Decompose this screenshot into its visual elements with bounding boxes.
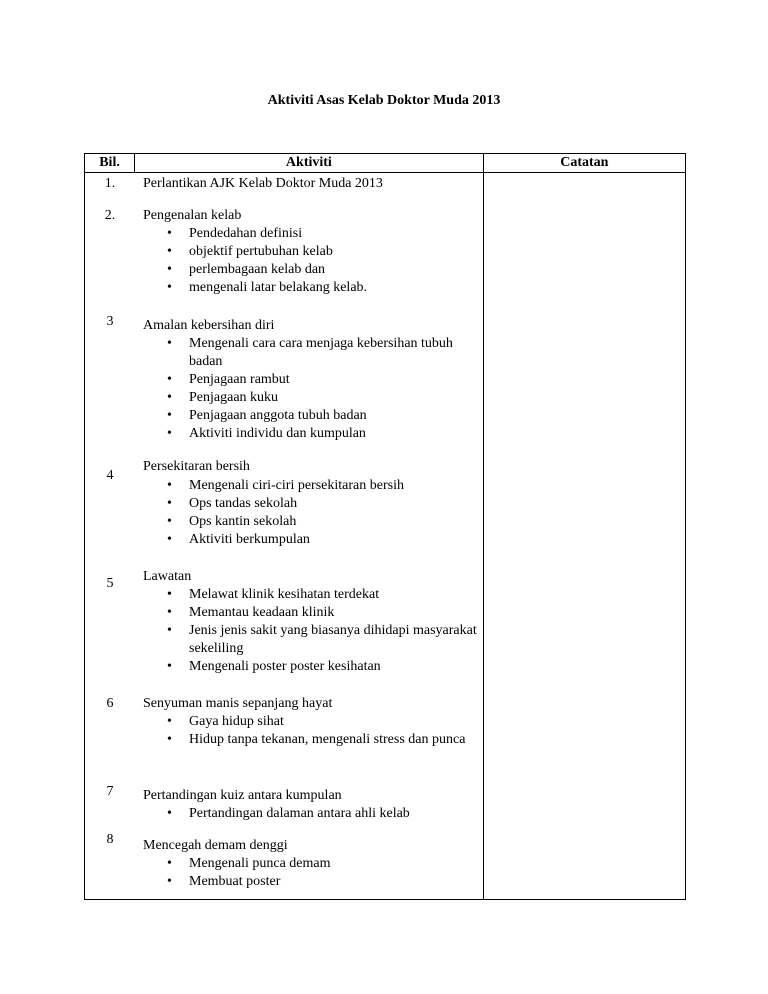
bullet-text: Aktiviti individu dan kumpulan [189,426,366,441]
bullet-item [161,531,481,549]
bullet-item [161,279,481,297]
bullet-item [161,658,481,676]
item-heading: Amalan kebersihan diri [143,318,275,333]
bullet-text: Membuat poster [189,874,281,889]
header-catatan: Catatan [483,154,685,173]
bullet-item [161,513,481,531]
table-header-row [85,154,686,173]
page-title: Aktiviti Asas Kelab Doktor Muda 2013 [267,93,501,108]
bullet-text: objektif pertubuhan kelab [189,244,333,259]
bullet-icon: • [167,372,172,387]
bullet-item [161,604,481,622]
bullet-icon: • [167,532,172,547]
bullet-item [161,805,481,823]
bullet-text: Penjagaan anggota tubuh badan [189,408,367,423]
item-number: 2. [104,208,116,223]
bullet-item [161,873,481,891]
item-heading: Persekitaran bersih [143,459,250,474]
header-bil: Bil. [85,154,135,173]
activity-cell [85,173,484,900]
item-number: 7 [106,784,114,799]
bullet-text: mengenali latar belakang kelab. [189,280,368,295]
bullet-icon: • [167,280,172,295]
table-body-row [85,173,686,900]
item-bullet-list [161,477,481,549]
bullet-text: Ops tandas sekolah [189,496,298,511]
bullet-item [161,225,481,243]
bullet-item [161,371,481,389]
bullet-icon: • [167,714,172,729]
bullet-icon: • [167,336,172,351]
item-number: 8 [106,832,114,847]
bullet-text: Penjagaan rambut [189,372,290,387]
bullet-text: Gaya hidup sihat [189,714,284,729]
bullet-text: Penjagaan kuku [189,390,279,405]
bullet-item [161,425,481,443]
bullet-item [161,477,481,495]
bullet-icon: • [167,496,172,511]
bullet-text: Memantau keadaan klinik [189,605,335,620]
bullet-icon: • [167,262,172,277]
bullet-text: Pertandingan dalaman antara ahli kelab [189,806,410,821]
bullet-item [161,713,481,731]
bullet-item [161,622,481,658]
header-aktiviti: Aktiviti [135,154,484,173]
bullet-icon: • [167,478,172,493]
item-number: 5 [106,576,114,591]
bullet-item [161,586,481,604]
bullet-text: Mengenali ciri-ciri persekitaran bersih [189,478,404,493]
item-number: 3 [106,314,114,329]
bullet-icon: • [167,587,172,602]
bullet-icon: • [167,874,172,889]
bullet-text: Jenis jenis sakit yang biasanya dihidapi masyarakat sekeliling [189,623,477,656]
bullet-text: Mengenali punca demam [189,856,331,871]
item-bullet-list [161,586,481,676]
bullet-item [161,407,481,425]
bullet-icon: • [167,659,172,674]
bullet-icon: • [167,514,172,529]
catatan-cell [483,173,685,900]
item-heading: Mencegah demam denggi [143,838,288,853]
bullet-icon: • [167,605,172,620]
activity-table [84,153,686,900]
bullet-text: perlembagaan kelab dan [189,262,326,277]
item-heading: Senyuman manis sepanjang hayat [143,696,333,711]
item-heading: Perlantikan AJK Kelab Doktor Muda 2013 [143,176,383,191]
bullet-icon: • [167,390,172,405]
bullet-text: Aktiviti berkumpulan [189,532,310,547]
item-number: 1. [104,176,116,191]
bullet-item [161,855,481,873]
bullet-icon: • [167,244,172,259]
item-bullet-list [161,805,481,823]
bullet-item [161,335,481,371]
bullet-item [161,243,481,261]
bullet-text: Mengenali poster poster kesihatan [189,659,381,674]
bullet-item [161,731,481,749]
bullet-icon: • [167,226,172,241]
bullet-text: Ops kantin sekolah [189,514,297,529]
bullet-icon: • [167,856,172,871]
bullet-text: Mengenali cara cara menjaga kebersihan tubuh badan [189,336,453,369]
item-heading: Lawatan [143,569,192,584]
item-bullet-list [161,855,481,891]
bullet-text: Hidup tanpa tekanan, mengenali stress dan punca [189,732,466,747]
item-bullet-list [161,335,481,443]
bullet-item [161,495,481,513]
bullet-text: Pendedahan definisi [189,226,303,241]
item-number: 6 [106,696,114,711]
bullet-icon: • [167,408,172,423]
item-bullet-list [161,225,481,297]
bullet-item [161,389,481,407]
item-bullet-list [161,713,481,749]
bullet-icon: • [167,623,172,638]
bullet-text: Melawat klinik kesihatan terdekat [189,587,380,602]
bullet-icon: • [167,806,172,821]
bullet-item [161,261,481,279]
item-heading: Pertandingan kuiz antara kumpulan [143,788,342,803]
item-number: 4 [106,468,114,483]
item-heading: Pengenalan kelab [143,208,242,223]
bullet-icon: • [167,426,172,441]
bullet-icon: • [167,732,172,747]
